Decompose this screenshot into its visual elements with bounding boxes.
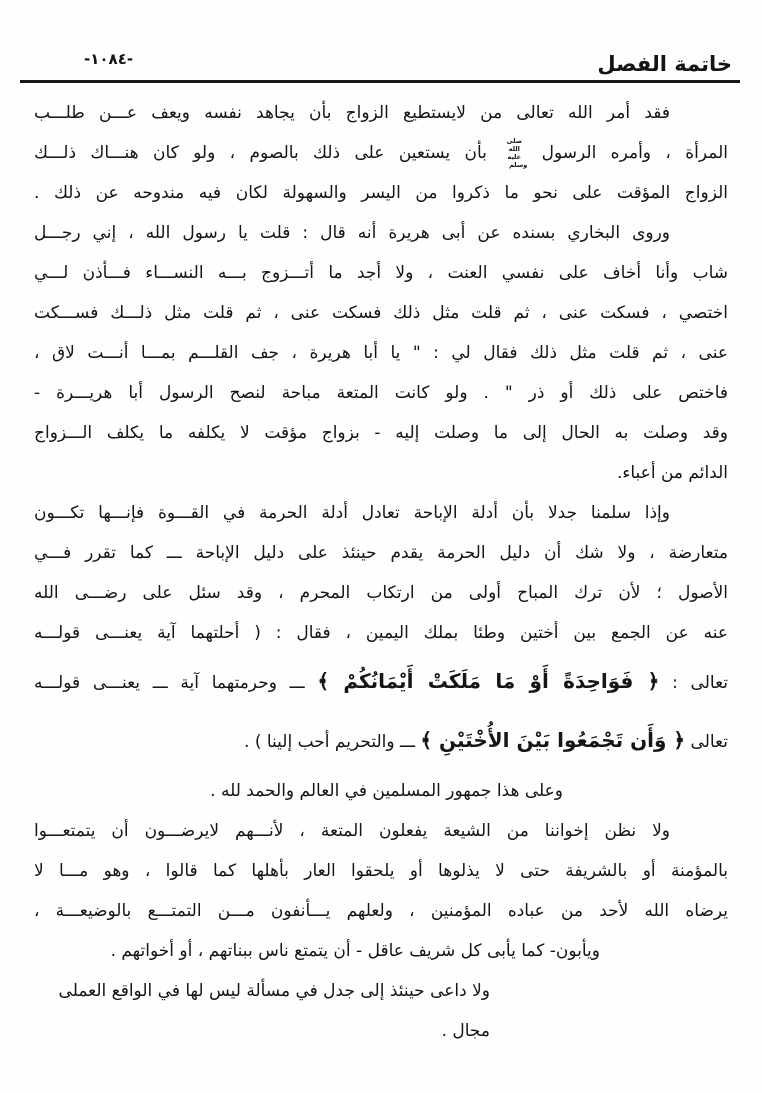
text-segment: فقد أمر الله تعالى من لايستطيع الزواج بأن يجاهد نفسه ويعف عـــن طلـــب: [34, 103, 670, 123]
text-segment: اختصي ، فسكت عنى ، ثم قلت مثل ذلك فسكت عنى ، ثم قلت مثل ذلـــك فســـكت: [34, 303, 728, 323]
quran-verse: ﴿ وَأَن تَجْمَعُوا بَيْنَ الأُخْتَيْنِ ﴾: [420, 728, 686, 752]
text-segment: عنى ، ثم قلت مثل ذلك فقال لي : " يا أبا هريرة ، جف القلـــم بمـــا أنـــت لاق ،: [34, 343, 728, 363]
text-segment: وعلى هذا جمهور المسلمين في العالم والحمد لله .: [210, 781, 563, 801]
paragraph: [34, 771, 728, 811]
page-header: [0, 0, 762, 76]
prophet-honorific-seal-icon: صلى الله عليه وسلم: [506, 136, 528, 170]
text-segment: وروى البخاري بسنده عن أبى هريرة أنه قال : قلت يا رسول الله ، إني رجـــل: [34, 223, 670, 243]
text-segment: متعارضة ، ولا شك أن دليل الحرمة يقدم حينئذ على دليل الإباحة ـــ كما تقرر فـــي: [34, 543, 728, 563]
text-segment: الأصول ؛ لأن ترك المباح أولى من ارتكاب المحرم ، وقد سئل على رضـــى الله: [34, 583, 728, 603]
text-segment: فاختص على ذلك أو ذر " . ولو كانت المتعة مباحة لنصح الرسول أبا هريـــرة -: [34, 383, 728, 403]
text-line: [34, 771, 728, 811]
page-text: [0, 83, 762, 1051]
text-segment: تعالى :: [659, 673, 728, 693]
text-segment: ولا نظن إخواننا من الشيعة يفعلون المتعة ، لأنـــهم لايرضـــون أن يتمتعـــوا: [34, 821, 670, 841]
text-segment: وقد وصلت به الحال إلى ما وصلت إليه - بزواج مؤقت لا يكلفه ما يكلف الـــزواج: [34, 423, 728, 443]
text-line: [34, 413, 728, 453]
text-segment: يرضاه الله لأحد من عباده المؤمنين ، ولعلهم يـــأنفون مـــن التمتـــع بالوضيعـــة ،: [34, 901, 728, 921]
text-line: [34, 811, 728, 851]
text-line: [34, 931, 728, 971]
text-line: [34, 533, 728, 573]
text-line: [34, 93, 728, 133]
text-segment: ـــ والتحريم أحب إلينا ) .: [244, 732, 421, 752]
text-segment: عنه عن الجمع بين أختين وطئا بملك اليمين ، فقال : ( أحلتهما آية يعنـــى قولـــه: [34, 623, 728, 643]
text-line: [34, 573, 728, 613]
text-line: [34, 613, 728, 653]
text-line: [34, 333, 728, 373]
text-line: [34, 453, 728, 493]
text-line: [34, 653, 728, 712]
quran-verse: ﴿ فَوَاحِدَةً أَوْ مَا مَلَكَتْ أَيْمَانُكُمْ ﴾: [317, 669, 660, 693]
text-line: [34, 213, 728, 253]
text-line: [34, 293, 728, 333]
paragraph: [34, 493, 728, 771]
paragraph: [34, 93, 728, 213]
text-line: [34, 173, 728, 213]
text-segment: تعالى: [685, 732, 728, 752]
paragraph: [34, 213, 728, 493]
text-line: [34, 971, 728, 1051]
page-number: -١٠٨٤-: [84, 50, 134, 68]
text-line: [34, 712, 728, 771]
text-segment: المرأة ، وأمره الرسول: [527, 143, 728, 163]
text-segment: وإذا سلمنا جدلا بأن أدلة الإباحة تعادل أدلة الحرمة في القـــوة فإنـــها تكـــون: [34, 503, 670, 523]
text-segment: الزواج المؤقت على نحو ما ذكروا من اليسر والسهولة لكان فيه مندوحه عن ذلك .: [34, 183, 728, 203]
chapter-header-title: خاتمة الفصل: [597, 52, 732, 76]
text-segment: ولا داعى حينئذ إلى جدل في مسألة ليس لها في الواقع العملى مجال .: [58, 981, 490, 1041]
text-segment: شاب وأنا أخاف على نفسي العنت ، ولا أجد ما أتـــزوج بـــه النســـاء فـــأذن لـــي: [34, 263, 728, 283]
text-line: [34, 891, 728, 931]
text-line: [34, 373, 728, 413]
text-line: [34, 851, 728, 891]
text-segment: ويأبون- كما يأبى كل شريف عاقل - أن يتمتع ناس ببناتهم ، أو أخواتهم .: [110, 941, 600, 961]
text-segment: ـــ وحرمتهما آية ـــ يعنـــى قولـــه: [34, 673, 318, 693]
text-segment: بالمؤمنة أو بالشريفة حتى لا يذلوها أو يلحقوا العار بأهلها كما قالوا ، وهو مـــا لا: [34, 861, 728, 881]
text-line: [34, 133, 728, 173]
text-line: [34, 253, 728, 293]
text-segment: الدائم من أعباء.: [616, 463, 728, 483]
paragraph: [34, 811, 728, 971]
paragraph: [34, 971, 728, 1051]
text-segment: بأن يستعين على ذلك بالصوم ، ولو كان هنـــاك ذلـــك: [34, 143, 502, 163]
text-line: [34, 493, 728, 533]
